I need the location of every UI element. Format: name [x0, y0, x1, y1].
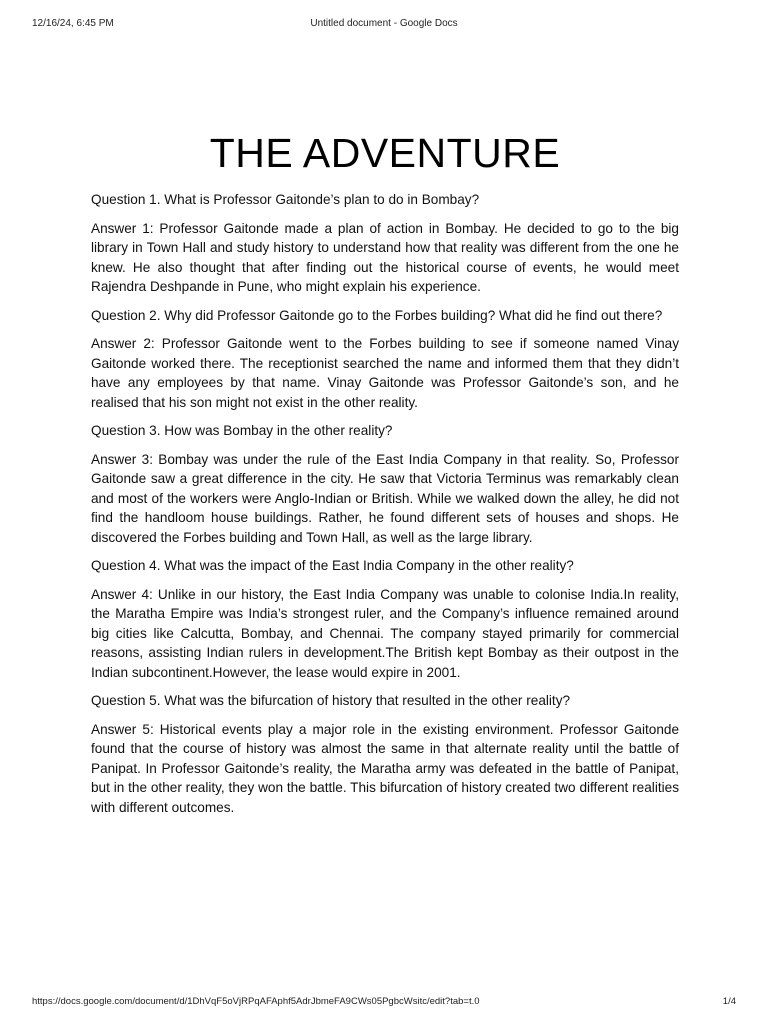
- question-5: Question 5. What was the bifurcation of history that resulted in the other reality?: [91, 693, 571, 708]
- print-footer: [32, 996, 736, 1010]
- answer-3: Answer 3: Bombay was under the rule of the East India Company in that reality. So, Professor Gaitonde saw a great difference in the city. He saw that Victoria Terminus was remarkably clean and most of the workers were Anglo-Indian or British. While we walked down the alley, he did not find the handloom house buildings. Rather, he found different sets of houses and shops. He discovered the Forbes building and Town Hall, as well as the large library.: [91, 451, 679, 545]
- document-page: [91, 128, 679, 826]
- qa-item-3: [91, 421, 679, 547]
- page-number: 1/4: [722, 996, 736, 1007]
- question-3: Question 3. How was Bombay in the other reality?: [91, 423, 393, 438]
- qa-item-4: [91, 556, 679, 682]
- document-heading: THE ADVENTURE: [209, 130, 561, 176]
- question-4: Question 4. What was the impact of the East India Company in the other reality?: [91, 558, 574, 573]
- answer-5: Answer 5: Historical events play a major role in the existing environment. Professor Gaitonde found that the course of history was almost the same in that alternate reality until the battle of Panipat. In Professor Gaitonde’s reality, the Maratha army was defeated in the battle of Panipat, but in the other reality, they won the battle. This bifurcation of history created two different realities with different outcomes.: [91, 721, 679, 815]
- answer-1: Answer 1: Professor Gaitonde made a plan of action in Bombay. He decided to go to the big library in Town Hall and study history to understand how that reality was different from the one he knew. He also thought that after finding out the historical course of events, he would meet Rajendra Deshpande in Pune, who might explain his experience.: [91, 220, 679, 294]
- document-tab-title: Untitled document - Google Docs: [310, 18, 458, 29]
- print-header: [32, 18, 736, 32]
- print-datetime: 12/16/24, 6:45 PM: [32, 18, 114, 29]
- document-url: https://docs.google.com/document/d/1DhVqF5oVjRPqAFAphf5AdrJbmeFA9CWs05PgbcWsitc/edit?tab=t.0: [32, 996, 480, 1007]
- question-2: Question 2. Why did Professor Gaitonde go to the Forbes building? What did he find out there?: [91, 307, 663, 323]
- answer-4: Answer 4: Unlike in our history, the East India Company was unable to colonise India.In reality, the Maratha Empire was India’s strongest ruler, and the Company’s influence remained around big cities like Calcutta, Bombay, and Chennai. The company stayed primarily for commercial reasons, assisting Indian rulers in development.The British kept Bombay as their outpost in the Indian subcontinent.However, the lease would expire in 2001.: [91, 586, 679, 680]
- question-1: Question 1. What is Professor Gaitonde’s plan to do in Bombay?: [91, 192, 480, 207]
- qa-item-2: [91, 306, 679, 413]
- answer-2: Answer 2: Professor Gaitonde went to the Forbes building to see if someone named Vinay Gaitonde worked there. The receptionist searched the name and informed them that they didn’t have any employees by that name. Vinay Gaitonde was Professor Gaitonde’s son, and he realised that his son might not exist in the other reality.: [91, 336, 679, 410]
- qa-item-5: [91, 691, 679, 817]
- qa-item-1: [91, 190, 679, 297]
